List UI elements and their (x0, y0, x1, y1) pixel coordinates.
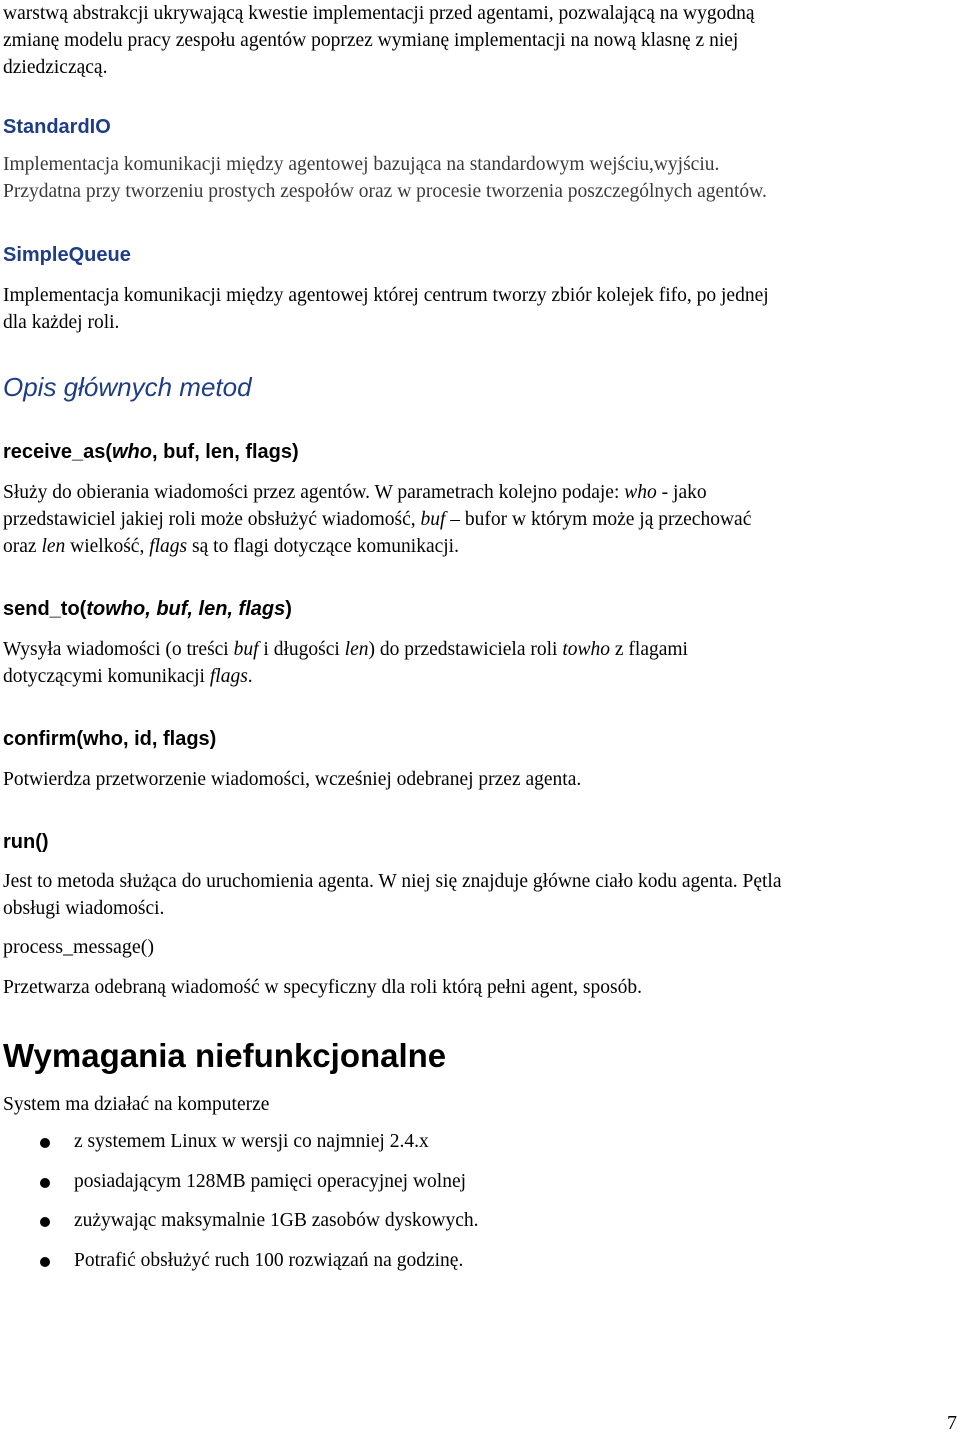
signature-text: , buf, len, flags) (151, 441, 299, 463)
param-name: towho (562, 639, 611, 660)
list-item-text: zużywając maksymalnie 1GB zasobów dyskowych. (74, 1210, 479, 1231)
param-name: buf (420, 509, 446, 530)
description-line (3, 479, 953, 506)
intro-line: dziedziczącą. (3, 57, 108, 78)
standardio-paragraph (3, 151, 953, 205)
text-run: i długości (258, 639, 345, 660)
text-run: – bufor w którym może ją przechować (445, 509, 752, 530)
list-item (3, 1206, 903, 1246)
signature-text: ) (285, 598, 292, 620)
text-run: są to flagi dotyczące komunikacji. (187, 536, 459, 557)
list-item-text: Potrafić obsłużyć ruch 100 rozwiązań na godzinę. (74, 1249, 464, 1271)
intro-line: warstwą abstrakcji ukrywającą kwestie implementacji przed agentami, pozwalającą na wygodną (3, 3, 755, 24)
param-name: buf (233, 639, 259, 660)
text-run: ) do przedstawiciela roli (368, 639, 563, 660)
simplequeue-paragraph (3, 282, 953, 336)
nonfunctional-intro: System ma działać na komputerze (3, 1094, 270, 1115)
signature-text: receive_as( (3, 441, 112, 463)
simplequeue-line: dla każdej roli. (3, 312, 120, 333)
bullet-icon (40, 1138, 50, 1148)
standardio-heading: StandardIO (3, 116, 111, 138)
list-item-text: posiadającym 128MB pamięci operacyjnej wolnej (74, 1170, 467, 1192)
param-name: who (624, 482, 657, 503)
signature-params: towho, buf, len, flags (86, 598, 286, 620)
send-to-signature (3, 596, 953, 622)
receive-as-description (3, 479, 953, 560)
standardio-line: Przydatna przy tworzeniu prostych zespołów oraz w procesie tworzenia poszczególnych agentów. (3, 181, 767, 202)
text-run: Służy do obierania wiadomości przez agentów. W parametrach kolejno podaje: (3, 482, 625, 503)
list-item-text: z systemem Linux w wersji co najmniej 2.4.x (74, 1131, 429, 1152)
simplequeue-line: Implementacja komunikacji między agentowej której centrum tworzy zbiór kolejek fifo, po jednej (3, 285, 769, 306)
description-line: Jest to metoda służąca do uruchomienia agenta. W niej się znajduje główne ciało kodu agenta. Pętla (3, 871, 782, 892)
param-name: len (41, 536, 66, 557)
confirm-signature: confirm(who, id, flags) (3, 728, 217, 750)
run-signature: run() (3, 831, 49, 853)
text-run: . (247, 666, 253, 687)
bullet-icon (40, 1178, 50, 1188)
process-message-signature: process_message() (3, 936, 155, 958)
send-to-description (3, 636, 953, 690)
requirements-list (3, 1127, 903, 1285)
description-line (3, 506, 953, 533)
param-name: flags (209, 666, 248, 687)
param-name: len (344, 639, 369, 660)
bullet-icon (40, 1217, 50, 1227)
signature-text: send_to( (3, 598, 87, 620)
description-line (3, 636, 953, 663)
text-run: - jako (656, 482, 707, 503)
bullet-icon (40, 1257, 50, 1267)
description-line: obsługi wiadomości. (3, 898, 165, 919)
list-item (3, 1246, 903, 1286)
description-line (3, 533, 953, 560)
process-message-description: Przetwarza odebraną wiadomość w specyficzny dla roli którą pełni agent, sposób. (3, 977, 642, 998)
text-run: z flagami (610, 639, 688, 660)
page-number: 7 (947, 1412, 957, 1434)
param-name: flags (149, 536, 188, 557)
standardio-line: Implementacja komunikacji między agentowej bazująca na standardowym wejściu,wyjściu. (3, 154, 720, 175)
text-run: oraz (3, 536, 42, 557)
text-run: przedstawiciel jakiej roli może obsłużyć wiadomość, (3, 509, 421, 530)
signature-param: who (111, 441, 152, 463)
simplequeue-heading: SimpleQueue (3, 244, 131, 266)
confirm-description: Potwierdza przetworzenie wiadomości, wcześniej odebranej przez agenta. (3, 769, 582, 790)
nonfunctional-heading: Wymagania niefunkcjonalne (3, 1037, 447, 1074)
intro-paragraph (3, 0, 953, 81)
text-run: wielkość, (65, 536, 150, 557)
description-line (3, 663, 953, 690)
receive-as-signature (3, 439, 953, 465)
list-item (3, 1167, 903, 1207)
list-item (3, 1127, 903, 1167)
intro-line: zmianę modelu pracy zespołu agentów poprzez wymianę implementacji na nową klasnę z niej (3, 30, 739, 51)
text-run: Wysyła wiadomości (o treści (3, 639, 234, 660)
run-description (3, 868, 953, 922)
text-run: dotyczącymi komunikacji (3, 666, 210, 687)
methods-heading: Opis głównych metod (3, 372, 252, 402)
